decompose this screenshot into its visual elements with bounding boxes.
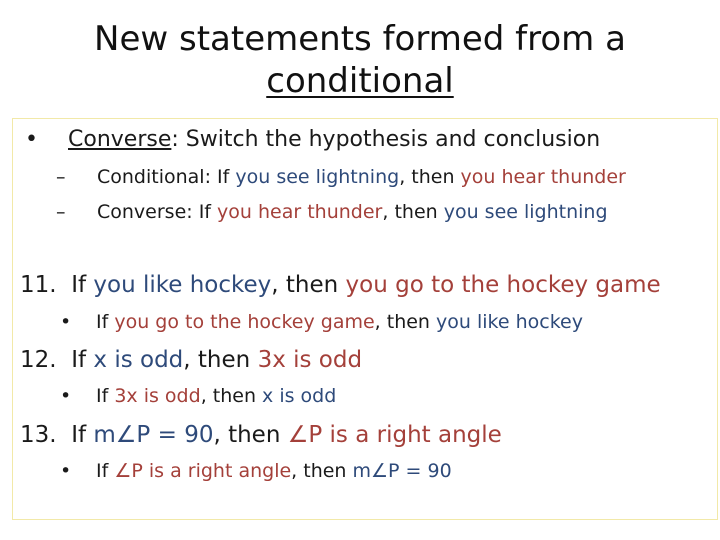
hypothesis-text: x is odd [262,385,337,407]
title-line-1: New statements formed from a [94,19,626,59]
conclusion-text: ∠P is a right angle [114,460,292,482]
then-text: , then [374,311,437,333]
if-text: If [96,311,115,333]
conclusion-text: you go to the hockey game [114,311,375,333]
conclusion-text: you go to the hockey game [345,272,661,298]
conclusion-text: ∠P is a right angle [287,422,502,448]
then-text: , then [382,201,444,223]
if-text: If [96,460,115,482]
if-text: If [71,347,94,373]
then-text: , then [399,166,461,188]
if-text: If [96,385,115,407]
bullet-marker: • [60,311,72,333]
conclusion-text: you hear thunder [217,201,383,223]
hypothesis-text: x is odd [93,347,184,373]
converse-definition: : Switch the hypothesis and conclusion [171,127,601,152]
hypothesis-text: you see lightning [443,201,608,223]
if-text: If [71,422,94,448]
slide-title [0,18,720,102]
exercise-number: 13. [20,422,57,448]
dash-marker: – [56,201,66,223]
bullet-marker: • [60,460,72,482]
then-text: , then [200,385,263,407]
example-prefix: Converse: If [97,201,218,223]
hypothesis-text: you like hockey [436,311,583,333]
then-text: , then [291,460,353,482]
exercise-13-converse [96,460,452,482]
hypothesis-text: you like hockey [93,272,272,298]
exercise-13-statement [20,422,502,448]
exercise-12-statement [20,347,362,373]
then-text: , then [271,272,346,298]
converse-example [97,201,608,223]
conclusion-text: 3x is odd [114,385,201,407]
exercise-11-converse [96,311,583,333]
hypothesis-text: you see lightning [235,166,400,188]
then-text: , then [213,422,288,448]
conditional-example [97,166,626,188]
if-text: If [71,272,94,298]
exercise-12-converse [96,385,336,407]
exercise-11-statement [20,272,661,298]
bullet-marker: • [60,385,72,407]
exercise-number: 11. [20,272,57,298]
exercise-number: 12. [20,347,57,373]
dash-marker: – [56,166,66,188]
hypothesis-text: m∠P = 90 [93,422,214,448]
bullet-marker: • [25,127,38,152]
conclusion-text: 3x is odd [257,347,363,373]
hypothesis-text: m∠P = 90 [352,460,452,482]
conclusion-text: you hear thunder [460,166,626,188]
converse-heading [68,127,600,152]
title-line-2: conditional [266,61,454,101]
example-prefix: Conditional: If [97,166,236,188]
converse-word: Converse [68,127,172,152]
then-text: , then [183,347,258,373]
